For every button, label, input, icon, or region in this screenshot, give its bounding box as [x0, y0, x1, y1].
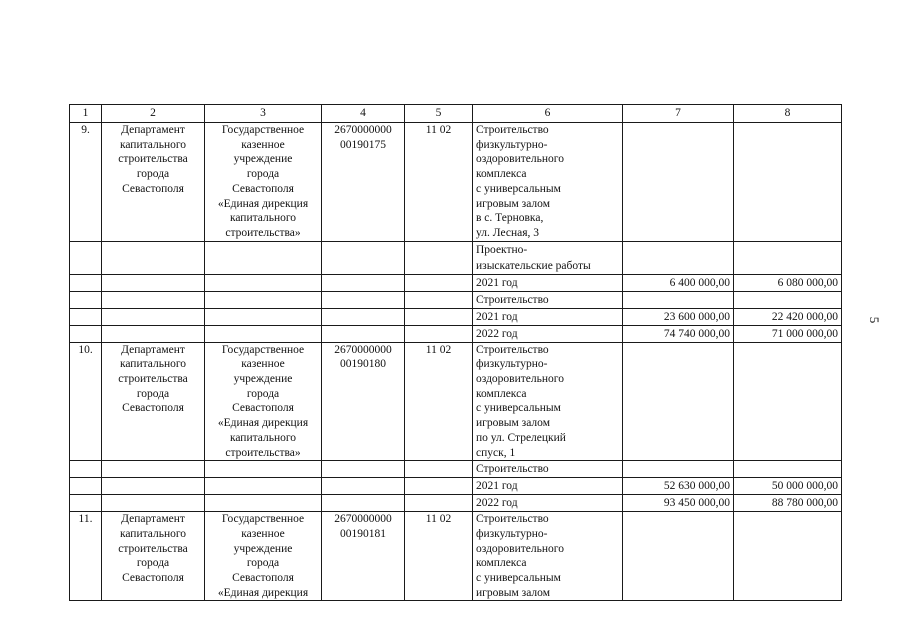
cell-line: с универсальным: [476, 182, 561, 195]
empty-cell: [322, 291, 405, 308]
cell-line: капитального: [119, 358, 187, 371]
cell-line: города: [136, 387, 170, 400]
empty-cell: [322, 461, 405, 478]
header-cell-4: 4: [322, 105, 405, 123]
subrow-value-7-cell: [623, 461, 734, 478]
empty-cell: [405, 478, 473, 495]
header-cell-3: 3: [205, 105, 322, 123]
cell-line: 2021 год: [476, 480, 518, 493]
cell-line: строительства: [118, 153, 188, 166]
cell-line: спуск, 1: [476, 446, 516, 459]
cell-line: казенное: [241, 358, 285, 371]
empty-cell: [102, 241, 205, 274]
empty-cell: [70, 308, 102, 325]
section-cell: 11 02: [405, 342, 473, 461]
budget-table: [69, 104, 842, 601]
subrow-value-8-cell: [734, 241, 842, 274]
table-row: [70, 512, 842, 601]
empty-cell: [405, 495, 473, 512]
empty-cell: [102, 495, 205, 512]
cell-line: ул. Лесная, 3: [476, 226, 539, 239]
subrow-value-8-cell: [734, 291, 842, 308]
empty-cell: [70, 461, 102, 478]
subrow-label-cell: [473, 291, 623, 308]
value-2021-cell: [623, 123, 734, 242]
cell-line: Государственное: [221, 513, 305, 526]
section-cell: 11 02: [405, 512, 473, 601]
empty-cell: [102, 478, 205, 495]
cell-line: учреждение: [233, 153, 293, 166]
empty-cell: [405, 241, 473, 274]
value-approved-cell: [734, 342, 842, 461]
cell-line: физкультурно-: [476, 527, 548, 540]
header-cell-2: 2: [102, 105, 205, 123]
code-cell: [322, 512, 405, 601]
subrow-value-8-cell: 50 000 000,00: [734, 478, 842, 495]
subrow-value-7-cell: 74 740 000,00: [623, 325, 734, 342]
empty-cell: [102, 461, 205, 478]
empty-cell: [322, 241, 405, 274]
empty-cell: [205, 325, 322, 342]
empty-cell: [405, 325, 473, 342]
subrow-value-7-cell: 23 600 000,00: [623, 308, 734, 325]
cell-line: города: [246, 387, 280, 400]
subrow-label-cell: [473, 478, 623, 495]
cell-line: Проектно-: [476, 243, 528, 256]
cell-line: Государственное: [221, 124, 305, 136]
cell-line: капитального: [119, 138, 187, 151]
empty-cell: [205, 291, 322, 308]
table-subrow: [70, 461, 842, 478]
header-cell-8: 8: [734, 105, 842, 123]
cell-line: 2670000000: [334, 124, 392, 136]
subrow-label-cell: [473, 495, 623, 512]
cell-line: с универсальным: [476, 402, 561, 415]
cell-line: Севастополя: [232, 572, 294, 585]
cell-line: Департамент: [121, 513, 185, 526]
cell-line: Строительство: [476, 463, 549, 476]
cell-line: капитального: [229, 212, 297, 225]
cell-line: Государственное: [221, 343, 305, 356]
empty-cell: [405, 291, 473, 308]
cell-line: Строительство: [476, 343, 549, 356]
cell-line: комплекса: [476, 168, 527, 181]
cell-line: игровым залом: [476, 586, 550, 599]
cell-line: учреждение: [233, 373, 293, 386]
subrow-label-cell: [473, 325, 623, 342]
cell-line: 2021 год: [476, 310, 518, 323]
cell-line: Севастополя: [122, 402, 184, 415]
cell-line: Севастополя: [232, 402, 294, 415]
table-subrow: [70, 325, 842, 342]
cell-line: казенное: [241, 138, 285, 151]
cell-line: в с. Терновка,: [476, 212, 544, 225]
section-cell: 11 02: [405, 123, 473, 242]
cell-line: «Единая дирекция: [217, 197, 309, 210]
cell-line: оздоровительного: [476, 153, 564, 166]
row-number-cell: 9.: [70, 123, 102, 242]
table-subrow: [70, 478, 842, 495]
object-cell: [473, 123, 623, 242]
table-subrow: [70, 274, 842, 291]
code-cell: [322, 342, 405, 461]
cell-line: «Единая дирекция: [217, 586, 309, 599]
cell-line: игровым залом: [476, 197, 550, 210]
cell-line: с универсальным: [476, 572, 561, 585]
empty-cell: [405, 461, 473, 478]
empty-cell: [102, 325, 205, 342]
page-number: 5: [867, 316, 882, 324]
empty-cell: [322, 495, 405, 512]
cell-line: 2022 год: [476, 497, 518, 510]
cell-line: 2670000000: [334, 513, 392, 526]
cell-line: строительства»: [225, 446, 301, 459]
cell-line: комплекса: [476, 557, 527, 570]
subrow-value-7-cell: [623, 241, 734, 274]
cell-line: физкультурно-: [476, 358, 548, 371]
header-cell-1: 1: [70, 105, 102, 123]
cell-line: капитального: [119, 527, 187, 540]
empty-cell: [405, 274, 473, 291]
table-row: [70, 342, 842, 461]
value-approved-cell: [734, 123, 842, 242]
empty-cell: [70, 325, 102, 342]
cell-line: игровым залом: [476, 417, 550, 430]
cell-line: 00190181: [340, 527, 386, 540]
cell-line: комплекса: [476, 387, 527, 400]
empty-cell: [70, 478, 102, 495]
empty-cell: [205, 478, 322, 495]
subrow-value-7-cell: [623, 291, 734, 308]
cell-line: Департамент: [121, 124, 185, 136]
cell-line: казенное: [241, 527, 285, 540]
object-cell: [473, 512, 623, 601]
subrow-value-7-cell: 6 400 000,00: [623, 274, 734, 291]
subrow-value-7-cell: 52 630 000,00: [623, 478, 734, 495]
subrow-label-cell: [473, 308, 623, 325]
cell-line: 2022 год: [476, 327, 518, 340]
code-cell: [322, 123, 405, 242]
empty-cell: [205, 274, 322, 291]
cell-line: Департамент: [121, 343, 185, 356]
cell-line: 2021 год: [476, 276, 518, 289]
header-cell-7: 7: [623, 105, 734, 123]
cell-line: учреждение: [233, 542, 293, 555]
empty-cell: [205, 461, 322, 478]
cell-line: 00190175: [340, 138, 386, 151]
subrow-value-8-cell: 6 080 000,00: [734, 274, 842, 291]
header-row: [70, 105, 842, 123]
empty-cell: [102, 308, 205, 325]
cell-line: Севастополя: [232, 182, 294, 195]
empty-cell: [322, 325, 405, 342]
empty-cell: [102, 291, 205, 308]
empty-cell: [322, 274, 405, 291]
subrow-value-8-cell: 22 420 000,00: [734, 308, 842, 325]
cell-line: 00190180: [340, 358, 386, 371]
cell-line: капитального: [229, 431, 297, 444]
cell-line: Строительство: [476, 513, 549, 526]
value-2021-cell: [623, 342, 734, 461]
empty-cell: [70, 274, 102, 291]
cell-line: Севастополя: [122, 182, 184, 195]
department-cell: [102, 342, 205, 461]
subrow-value-8-cell: 71 000 000,00: [734, 325, 842, 342]
cell-line: города: [136, 557, 170, 570]
empty-cell: [70, 241, 102, 274]
row-number-cell: 10.: [70, 342, 102, 461]
institution-cell: [205, 123, 322, 242]
department-cell: [102, 512, 205, 601]
cell-line: Строительство: [476, 293, 549, 306]
empty-cell: [322, 478, 405, 495]
cell-line: 2670000000: [334, 343, 392, 356]
subrow-label-cell: [473, 241, 623, 274]
empty-cell: [405, 308, 473, 325]
subrow-value-8-cell: [734, 461, 842, 478]
table-subrow: [70, 241, 842, 274]
cell-line: города: [246, 557, 280, 570]
value-approved-cell: [734, 512, 842, 601]
table-subrow: [70, 291, 842, 308]
subrow-value-8-cell: 88 780 000,00: [734, 495, 842, 512]
institution-cell: [205, 512, 322, 601]
cell-line: оздоровительного: [476, 542, 564, 555]
empty-cell: [205, 308, 322, 325]
empty-cell: [102, 274, 205, 291]
cell-line: Севастополя: [122, 572, 184, 585]
cell-line: города: [136, 168, 170, 181]
cell-line: «Единая дирекция: [217, 417, 309, 430]
row-number-cell: 11.: [70, 512, 102, 601]
subrow-label-cell: [473, 274, 623, 291]
cell-line: города: [246, 168, 280, 181]
cell-line: строительства: [118, 373, 188, 386]
table-subrow: [70, 308, 842, 325]
subrow-label-cell: [473, 461, 623, 478]
subrow-value-7-cell: 93 450 000,00: [623, 495, 734, 512]
cell-line: оздоровительного: [476, 373, 564, 386]
cell-line: Строительство: [476, 124, 549, 136]
table-subrow: [70, 495, 842, 512]
object-cell: [473, 342, 623, 461]
department-cell: [102, 123, 205, 242]
empty-cell: [322, 308, 405, 325]
cell-line: строительства: [118, 542, 188, 555]
cell-line: по ул. Стрелецкий: [476, 431, 566, 444]
empty-cell: [70, 495, 102, 512]
header-cell-6: 6: [473, 105, 623, 123]
cell-line: физкультурно-: [476, 138, 548, 151]
empty-cell: [205, 495, 322, 512]
table-row: [70, 123, 842, 242]
cell-line: изыскательские работы: [476, 259, 591, 272]
header-cell-5: 5: [405, 105, 473, 123]
empty-cell: [205, 241, 322, 274]
institution-cell: [205, 342, 322, 461]
empty-cell: [70, 291, 102, 308]
value-2021-cell: [623, 512, 734, 601]
cell-line: строительства»: [225, 226, 301, 239]
